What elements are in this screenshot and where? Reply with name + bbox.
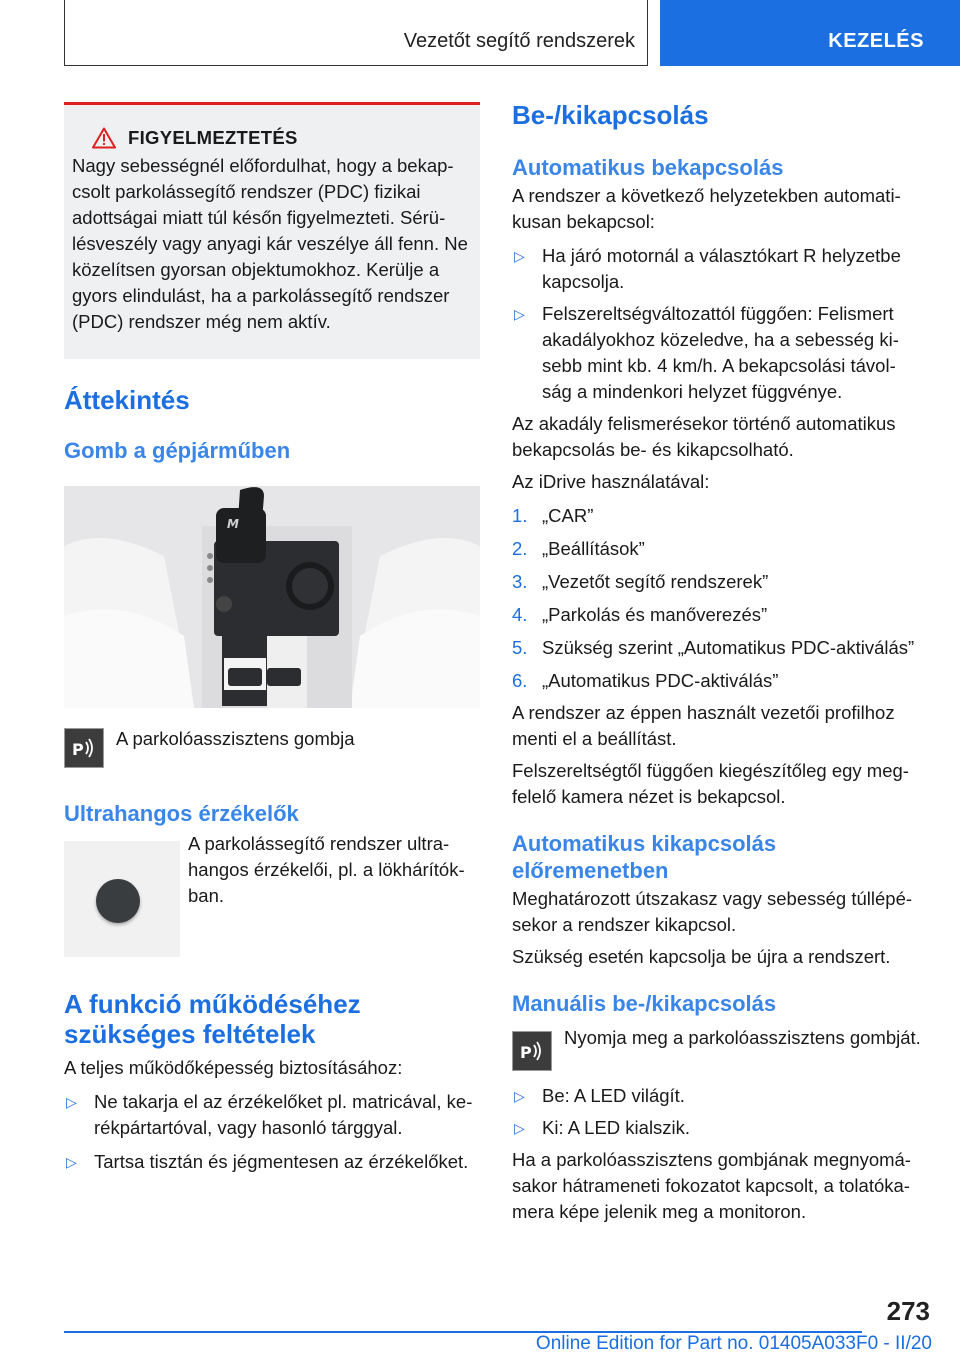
- list-item-line: Ki: A LED kialszik.: [542, 1117, 691, 1138]
- text-line: felelő kamera nézet is bekapcsol.: [512, 786, 786, 807]
- text-line: sekor a rendszer kikapcsol.: [512, 914, 737, 935]
- auto-on-intro: [512, 183, 932, 235]
- step-number: 3.: [512, 571, 528, 592]
- auto-off-text-2: Szükség esetén kapcsolja be újra a rendszert.: [512, 946, 891, 967]
- step-item: [512, 536, 932, 562]
- text-line: Az akadály felismerésekor történő automatikus: [512, 413, 896, 434]
- heading-line: előremenetben: [512, 858, 669, 883]
- left-column: [64, 102, 480, 1175]
- list-item-line: rékpártartóval, vagy hasonló tárggyal.: [94, 1117, 403, 1138]
- section-title: KEZELÉS: [828, 30, 924, 52]
- requirements-heading-line: szükséges feltételek: [64, 1019, 316, 1049]
- warning-triangle-icon: [92, 127, 116, 149]
- triangle-bullet-icon: ▷: [514, 1120, 525, 1136]
- list-item: [512, 301, 932, 405]
- sensors-line: A parkolássegítő rendszer ultra‐: [188, 833, 450, 854]
- sensors-row: [64, 831, 480, 957]
- list-item-line: kapcsolja.: [542, 271, 625, 292]
- svg-text:M: M: [227, 517, 239, 531]
- step-number: 2.: [512, 538, 528, 559]
- list-item-line: Felszereltségváltozattól függően: Felismert: [542, 303, 894, 324]
- step-item: [512, 569, 932, 595]
- step-item: [512, 602, 932, 628]
- button-caption: A parkolóasszisztens gombja: [116, 728, 355, 749]
- triangle-bullet-icon: ▷: [514, 306, 525, 322]
- warning-text: [72, 153, 472, 335]
- triangle-bullet-icon: ▷: [66, 1154, 77, 1170]
- step-text: „Beállítások”: [542, 538, 645, 559]
- list-item: [512, 1083, 932, 1109]
- text-line: menti el a beállítást.: [512, 728, 677, 749]
- step-number: 4.: [512, 604, 528, 625]
- list-item-line: ság a mindenkori helyzet függvénye.: [542, 381, 843, 402]
- idrive-text: Az iDrive használatával:: [512, 471, 710, 492]
- warning-box: [64, 102, 480, 359]
- text-line: mera képe jelenik meg a monitoron.: [512, 1201, 807, 1222]
- step-number: 5.: [512, 637, 528, 658]
- warning-title: FIGYELMEZTETÉS: [128, 127, 298, 148]
- step-number: 1.: [512, 505, 528, 526]
- header-section-tab: [660, 0, 960, 66]
- warning-line: csolt parkolássegítő rendszer (PDC) fizikai: [72, 181, 421, 202]
- step-item: [512, 668, 932, 694]
- heading-line: Automatikus kikapcsolás: [512, 831, 777, 856]
- step-text: „Vezetőt segítő rendszerek”: [542, 571, 769, 592]
- camera-text: [512, 758, 932, 810]
- warning-header: [92, 127, 472, 149]
- manual-heading: Manuális be-/kikapcsolás: [512, 991, 777, 1016]
- park-assist-button-icon: [64, 728, 104, 768]
- page-number: 273: [886, 1296, 930, 1326]
- chapter-title: Vezetőt segítő rendszerek: [403, 30, 635, 52]
- svg-text:P: P: [520, 1043, 532, 1062]
- header-chapter: [64, 0, 648, 66]
- auto-on-heading: Automatikus bekapcsolás: [512, 155, 784, 180]
- list-item-line: Ha járó motornál a választókart R helyzetbe: [542, 245, 901, 266]
- reverse-text: [512, 1147, 932, 1225]
- list-item: [64, 1149, 480, 1175]
- list-item-line: Ne takarja el az érzékelőket pl. matricával, ke‐: [94, 1091, 473, 1112]
- triangle-bullet-icon: ▷: [514, 1088, 525, 1104]
- button-caption-row: [64, 728, 480, 768]
- list-item-line: Be: A LED világít.: [542, 1085, 685, 1106]
- center-console-image: [64, 486, 480, 708]
- manual-text: Nyomja meg a parkolóasszisztens gombját.: [564, 1027, 921, 1048]
- warning-line: gyors elindulást, ha a parkolássegítő rendszer: [72, 285, 450, 306]
- step-text: „Parkolás és manőverezés”: [542, 604, 768, 625]
- center-console-illustration: [64, 486, 480, 708]
- requirements-intro: A teljes működőképesség biztosításához:: [64, 1057, 403, 1078]
- step-text: „Automatikus PDC-aktiválás”: [542, 670, 779, 691]
- manual-row: [512, 1027, 932, 1071]
- step-text: „CAR”: [542, 505, 594, 526]
- obstacle-text: [512, 411, 932, 463]
- sensors-heading: Ultrahangos érzékelők: [64, 801, 299, 826]
- triangle-bullet-icon: ▷: [514, 248, 525, 264]
- svg-text:P: P: [72, 740, 84, 759]
- list-item-line: Tartsa tisztán és jégmentesen az érzékelőket.: [94, 1151, 469, 1172]
- step-item: [512, 503, 932, 529]
- text-line: A rendszer az éppen használt vezetői profilhoz: [512, 702, 895, 723]
- button-heading: Gomb a gépjárműben: [64, 438, 291, 463]
- requirements-heading-line: A funkció működéséhez: [64, 989, 361, 1019]
- sensors-line: ban.: [188, 885, 225, 906]
- list-item: [64, 1089, 480, 1141]
- triangle-bullet-icon: ▷: [66, 1094, 77, 1110]
- warning-line: lésveszély vagy anyagi kár veszélye áll fenn. Ne: [72, 233, 468, 254]
- auto-off-heading: [512, 830, 932, 884]
- text-line: bekapcsolás be- és kikapcsolható.: [512, 439, 794, 460]
- text-line: Felszereltségtől függően kiegészítőleg egy meg‐: [512, 760, 909, 781]
- text-line: Ha a parkolóasszisztens gombjának megnyomá‐: [512, 1149, 911, 1170]
- warning-line: (PDC) rendszer még nem aktív.: [72, 311, 331, 332]
- footer-edition: Online Edition for Part no. 01405A033F0 - II/20: [535, 1333, 932, 1354]
- step-item: [512, 635, 932, 661]
- text-line: A rendszer a következő helyzetekben automati‐: [512, 185, 901, 206]
- step-number: 6.: [512, 670, 528, 691]
- ultrasonic-sensor-image: [64, 841, 180, 957]
- warning-line: közelítsen gyorsan objektumokhoz. Kerülje a: [72, 259, 440, 280]
- sensor-disc: [96, 879, 140, 923]
- text-line: Meghatározott útszakasz vagy sebesség túllépé‐: [512, 888, 913, 909]
- sensors-text: [188, 831, 465, 957]
- overview-heading: Áttekintés: [64, 385, 190, 415]
- list-item-line: sebb mint kb. 4 km/h. A bekapcsolási távol‐: [542, 355, 896, 376]
- right-column: [512, 100, 932, 1225]
- profile-text: [512, 700, 932, 752]
- sensors-line: hangos érzékelői, pl. a lökhárítók‐: [188, 859, 465, 880]
- warning-line: Nagy sebességnél előfordulhat, hogy a bekap‐: [72, 155, 454, 176]
- requirements-heading: [64, 989, 480, 1049]
- list-item: [512, 243, 932, 295]
- list-item-line: akadályokhoz közeledve, ha a sebesség ki‐: [542, 329, 899, 350]
- list-item: [512, 1115, 932, 1141]
- switching-heading: Be-/kikapcsolás: [512, 100, 709, 130]
- auto-off-text: [512, 886, 932, 938]
- warning-line: adottságai miatt túl későn figyelmezteti. Sérü‐: [72, 207, 446, 228]
- idrive-steps: [512, 503, 932, 694]
- text-line: sakor hátrameneti fokozatot kapcsolt, a tolatóka‐: [512, 1175, 910, 1196]
- step-text: Szükség szerint „Automatikus PDC-aktiválás”: [542, 637, 915, 658]
- park-assist-button-icon: [512, 1031, 552, 1071]
- text-line: kusan bekapcsol:: [512, 211, 655, 232]
